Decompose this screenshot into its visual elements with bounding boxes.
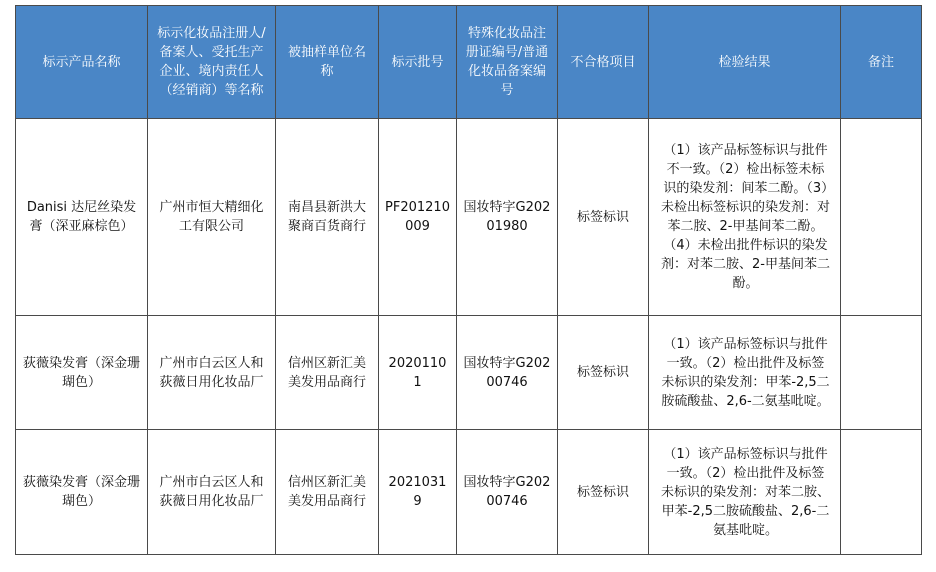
cell-registration-number: 国妆特字G20201980 bbox=[457, 119, 558, 316]
header-company-name: 标示化妆品注册人/备案人、受托生产企业、境内责任人（经销商）等名称 bbox=[148, 6, 276, 119]
cell-batch-number: 20201101 bbox=[379, 316, 457, 430]
header-batch-number: 标示批号 bbox=[379, 6, 457, 119]
header-remark: 备注 bbox=[841, 6, 922, 119]
header-product-name: 标示产品名称 bbox=[16, 6, 148, 119]
cell-company-name: 广州市恒大精细化工有限公司 bbox=[148, 119, 276, 316]
cell-registration-number: 国妆特字G20200746 bbox=[457, 316, 558, 430]
cell-failed-item: 标签标识 bbox=[558, 119, 649, 316]
cell-remark bbox=[841, 430, 922, 555]
cell-sampled-unit: 南昌县新洪大聚商百货商行 bbox=[276, 119, 379, 316]
cell-sampled-unit: 信州区新汇美美发用品商行 bbox=[276, 430, 379, 555]
table-row bbox=[16, 119, 922, 316]
table-row bbox=[16, 430, 922, 555]
cell-product-name: Danisi 达尼丝染发膏（深亚麻棕色） bbox=[16, 119, 148, 316]
cell-batch-number: 20210319 bbox=[379, 430, 457, 555]
header-failed-item: 不合格项目 bbox=[558, 6, 649, 119]
cell-failed-item: 标签标识 bbox=[558, 430, 649, 555]
cell-test-result: （1）该产品标签标识与批件一致。（2）检出批件及标签未标识的染发剂：对苯二胺、甲苯-2,5二胺硫酸盐、2,6-二氨基吡啶。 bbox=[649, 430, 841, 555]
cell-test-result: （1）该产品标签标识与批件一致。（2）检出批件及标签未标识的染发剂：甲苯-2,5二胺硫酸盐、2,6-二氨基吡啶。 bbox=[649, 316, 841, 430]
cell-registration-number: 国妆特字G20200746 bbox=[457, 430, 558, 555]
inspection-table bbox=[15, 5, 922, 555]
cell-company-name: 广州市白云区人和荻薇日用化妆品厂 bbox=[148, 430, 276, 555]
cell-failed-item: 标签标识 bbox=[558, 316, 649, 430]
cell-remark bbox=[841, 119, 922, 316]
cell-batch-number: PF201210009 bbox=[379, 119, 457, 316]
header-sampled-unit: 被抽样单位名称 bbox=[276, 6, 379, 119]
cell-company-name: 广州市白云区人和荻薇日用化妆品厂 bbox=[148, 316, 276, 430]
cell-test-result: （1）该产品标签标识与批件不一致。（2）检出标签未标识的染发剂：间苯二酚。（3）未检出标签标识的染发剂：对苯二胺、2-甲基间苯二酚。（4）未检出批件标识的染发剂：对苯二胺、2-甲基间苯二酚。 bbox=[649, 119, 841, 316]
cell-sampled-unit: 信州区新汇美美发用品商行 bbox=[276, 316, 379, 430]
header-registration-number: 特殊化妆品注册证编号/普通化妆品备案编号 bbox=[457, 6, 558, 119]
table-row bbox=[16, 316, 922, 430]
cell-remark bbox=[841, 316, 922, 430]
header-row bbox=[16, 6, 922, 119]
cell-product-name: 荻薇染发膏（深金珊瑚色） bbox=[16, 316, 148, 430]
cell-product-name: 荻薇染发膏（深金珊瑚色） bbox=[16, 430, 148, 555]
header-test-result: 检验结果 bbox=[649, 6, 841, 119]
